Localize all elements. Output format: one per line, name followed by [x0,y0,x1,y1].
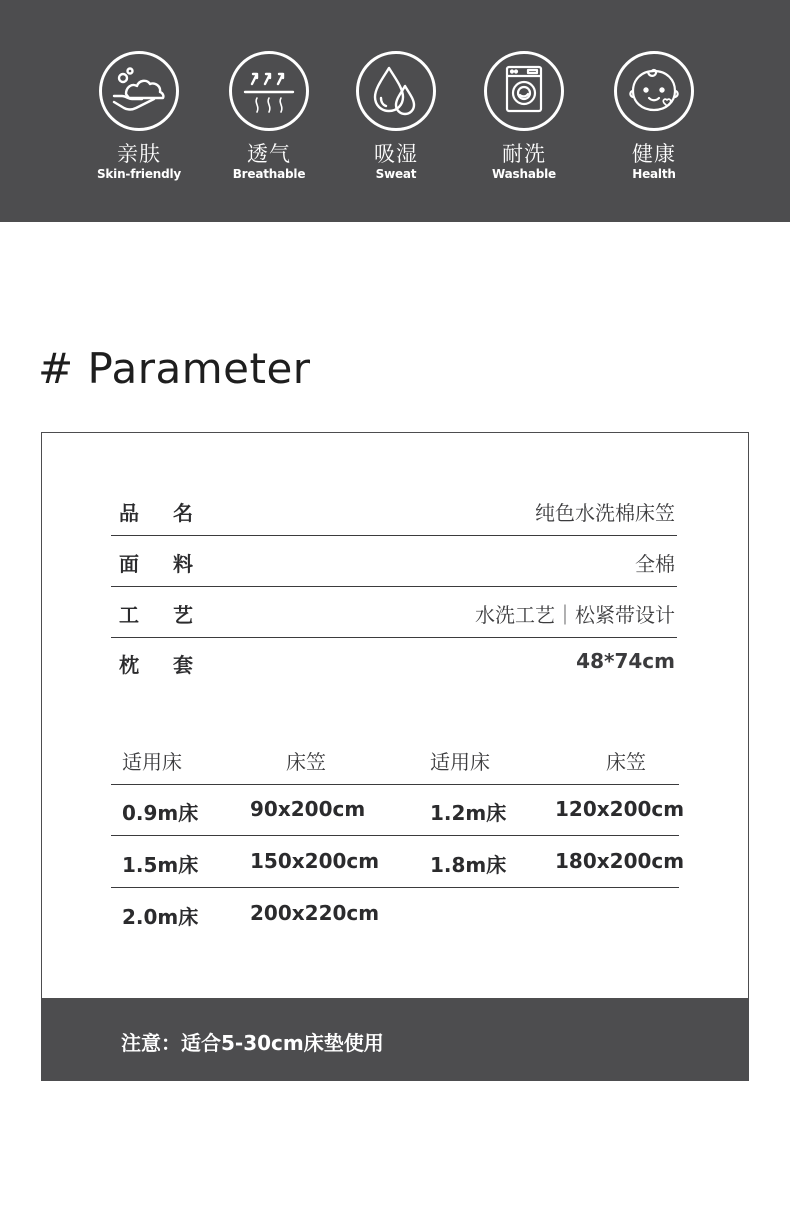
airflow-icon [229,51,309,131]
feature-sweat [331,51,461,181]
spec-label: 工艺 [119,603,227,627]
table-cell: 0.9m床 [122,801,199,825]
table-cell: 2.0m床 [122,905,199,929]
feature-subtitle: Skin-friendly [96,167,182,181]
table-row [111,784,685,836]
table-row [111,888,679,939]
table-cell: 120x200cm [555,797,685,821]
spec-row-craft [111,587,677,638]
feature-title: 健康 [632,142,676,166]
washing-machine-icon [484,51,564,131]
baby-face-icon [614,51,694,131]
table-row [111,836,685,888]
mattress-note: 注意：适合5-30cm床垫使用 [121,1031,384,1055]
spec-label: 面料 [119,552,227,576]
spec-label: 品名 [119,501,227,525]
column-header: 适用床 [122,750,182,774]
hand-bubbles-icon [99,51,179,131]
feature-health [589,51,719,181]
column-header: 适用床 [430,750,490,774]
feature-breathable [204,51,334,181]
feature-title: 亲肤 [117,142,161,166]
column-header: 床笠 [286,750,326,774]
feature-subtitle: Washable [492,167,556,181]
spec-value: 全棉 [635,552,675,576]
table-cell: 1.8m床 [430,853,507,877]
table-cell: 90x200cm [250,797,366,821]
feature-washable [459,51,589,181]
feature-subtitle: Health [632,167,676,181]
feature-subtitle: Sweat [375,167,417,181]
table-cell: 200x220cm [250,901,380,925]
spec-row-pillowcase [111,637,677,687]
spec-row-name [111,485,677,536]
spec-row-fabric [111,536,677,587]
section-heading: # Parameter [38,344,311,393]
size-table-header [111,733,679,785]
table-cell: 1.2m床 [430,801,507,825]
parameter-card [41,432,749,1081]
spec-value: 48*74cm [576,649,675,673]
spec-value: 水洗工艺｜松紧带设计 [475,603,675,627]
feature-banner [0,0,790,222]
feature-skin-friendly [74,51,204,181]
feature-subtitle: Breathable [232,167,306,181]
feature-title: 透气 [247,142,291,166]
table-cell: 1.5m床 [122,853,199,877]
table-cell: 150x200cm [250,849,380,873]
feature-title: 吸湿 [374,142,418,166]
feature-title: 耐洗 [502,142,546,166]
spec-value: 纯色水洗棉床笠 [535,501,675,525]
water-drops-icon [356,51,436,131]
spec-label: 枕套 [119,653,227,677]
table-cell: 180x200cm [555,849,685,873]
note-bar [42,998,748,1080]
column-header: 床笠 [606,750,646,774]
